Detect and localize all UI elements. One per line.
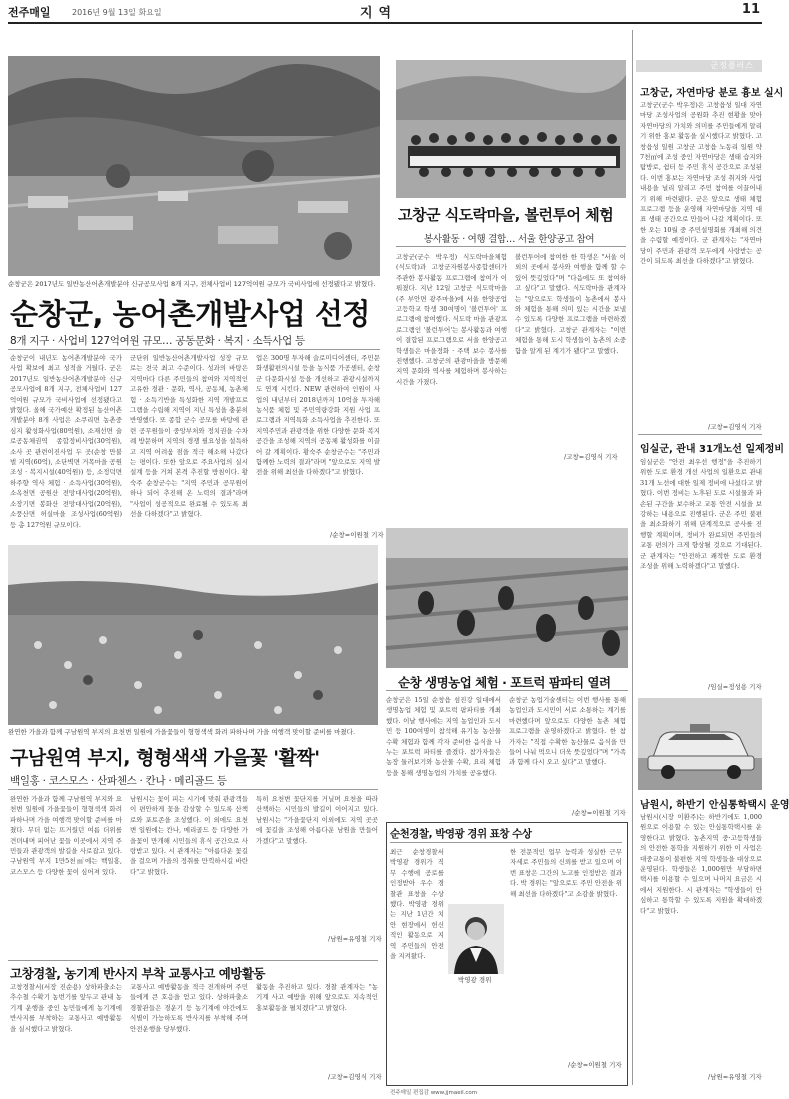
- page-number: 11: [741, 2, 760, 17]
- newspaper-logo: 전주매일: [8, 6, 51, 19]
- farm-story-col2: 순창군 농업기술센터는 이번 행사를 통해 농업인과 도시민이 서로 소통하는 계기를 마련했다며 앞으로도 다양한 농촌 체험 프로그램을 운영하겠다고 밝혔다. 한 참가자는 "직접 수확한 농산물로 음식을 만들어 나눠 먹으니 더욱 뜻깊었다"며 "가족과 함께 다시 오고 싶다"고 말했다.: [509, 696, 626, 767]
- tour-headline: 고창군 식도락마을, 볼런투어 체험: [398, 206, 614, 224]
- farm-story-col1: 순창군은 15일 순창읍 섬진강 일대에서 생명농업 체험 및 포트럭 팜파티를 개최했다. 이날 행사에는 지역 농업인과 도시민 등 100여명이 참석해 유기농 농산물 수확 체험과 함께 각자 준비한 음식을 나누는 포트럭 파티를 즐겼다. 참가자들은 농장 둘러보기와 농산물 수확, 요리 체험 등을 통해 생명농업의 가치를 공유했다.: [386, 696, 501, 777]
- volunteer-group-image: [396, 60, 626, 198]
- right-story3-body: 남원시(시장 이환주)는 하반기에도 1,000원으로 이용할 수 있는 안심통학택시를 운영한다고 밝혔다. 농촌지역 중·고등학생들의 안전한 통학을 지원하기 위한 이 사업은 대중교통이 불편한 지역 학생들을 대상으로 운영된다. 학생들은 1,000원만 부담하면 택시를 이용할 수 있으며 나머지 요금은 시에서 지원한다. 시 관계자는 "학생들이 안심하고 통학할 수 있도록 지원을 확대하겠다"고 밝혔다.: [640, 813, 762, 915]
- farm-field-photo: [386, 528, 628, 668]
- tour-story-byline: /고창=김영식 기자: [564, 453, 618, 461]
- right-story2-title: 임실군, 관내 31개노선 일제정비: [640, 444, 785, 455]
- right-story1-body: 고창군(군수 박우정)은 고창읍성 일대 자연마당 조성사업의 공원화 추진 현황을 맞아 자연마당의 가치와 의미를 주민들에게 알리기 위한 홍보 활동을 실시했다고 밝혔다. 고창읍성 일원 고창군 고창읍 노동리 일원 약 7천㎡에 조성 중인 자연마당은 생태 습지와 탐방로, 쉼터 등 주민 휴식 공간으로 조성된다. 이번 홍보는 자연마당 조성 취지와 사업 내용을 널리 알리고 주민 참여를 이끌어내기 위해 마련됐다. 군은 앞으로 생태 체험 프로그램 등을 운영해 자연마당을 지역 대표 생태 공간으로 만들어 나갈 계획이다. 또한 오는 10월 중 주민설명회를 개최해 의견을 수렴할 예정이다. 군 관계자는 "자연마당이 주민과 관광객 모두에게 사랑받는 공간이 되도록 최선을 다하겠다"고 밝혔다.: [640, 101, 762, 266]
- flower-story-col3: 특히 요천변 꽃단지를 거닐며 요천을 따라 산책하는 시민들의 발길이 이어지고 있다. 남원시는 "가을꽃단지 이외에도 지역 곳곳에 꽃길을 조성해 아름다운 남원을 만들어 가겠다"고 말했다.: [256, 795, 378, 845]
- divider: [396, 246, 626, 247]
- top-story-col3: 업은 300명 투자해 슬로미디어센터, 주민문화생활편의시설 등을 농식품 가공센터, 순창군 다문화시설 등을 개선하고 관광시설까지도 연계 시킨다. NEW 관련하여 인원이 사업의 내년부터 2018년까지 10억을 투자해 농식품 체험 및 주민역량강화 지원 사업 프로그램과 지역특화 소득사업을 추진한다. 또 지역주민과 관광객을 위한 다양한 문화 복지 공간을 조성해 지역의 공동체 활성화를 이끌어 갈 계획이다. 황숙주 순창군수는 "주민과 함께한 노력의 결과"라며 "앞으로도 지역 발전을 위해 최선을 다하겠다"고 밝혔다.: [256, 354, 380, 477]
- top-photo-caption: 순창군은 2017년도 일반농산어촌개발분야 신규공모사업 8개 지구, 전체사업비 127억여원 규모가 국비사업에 선정됐다고 밝혔다.: [8, 280, 376, 288]
- traffic-story-col2: 교통사고 예방활동을 적극 전개하며 주민들에게 큰 호응을 얻고 있다. 상하파출소 경찰관들은 경운기 등 농기계에 야간에도 식별이 가능하도록 반사지를 부착해 주며 안전운행을 당부했다.: [130, 983, 248, 1033]
- right-story2-body: 임실군은 "안전 최우선 행정"을 추진하기 위한 도로 환경 개선 사업의 일환으로 관내 31개 노선에 대한 일제 정비에 나섰다고 밝혔다. 이번 정비는 노후된 도로 시설물과 파손된 구간을 보수하고 교통 안전 시설을 보강하는 내용으로 진행된다. 군은 주민 불편을 최소화하기 위해 단계적으로 공사를 진행할 계획이며, 정비가 완료되면 주민들의 교통 편의가 크게 향상될 것으로 기대된다. 군 관계자는 "안전하고 쾌적한 도로 환경 조성을 위해 노력하겠다"고 말했다.: [640, 458, 762, 571]
- taxi-image: [638, 698, 762, 790]
- police-story-col1: 최근 순창경찰서 박영광 경위가 직무 수행에 공로를 인정받아 우수 경찰관 표창을 수상했다. 박영광 경위는 지난 1년간 치안 현장에서 헌신적인 활동으로 지역 주민들의 안전을 지켜왔다.: [390, 848, 444, 961]
- flower-story-col2: 남원시는 꽃이 피는 시기에 맞춰 관광객들이 편안하게 꽃을 감상할 수 있도록 산책로와 포토존을 조성했다. 이 외에도 요천변 일원에는 칸나, 메리골드 등 다양한 가을꽃이 만개해 시민들의 휴식 공간으로 사랑받고 있다. 시 관계자는 "아름다운 꽃길을 걸으며 가을의 정취를 만끽하시길 바란다"고 밝혔다.: [130, 795, 248, 876]
- flower-field-photo: [8, 545, 378, 725]
- section-title: 지역: [360, 6, 398, 21]
- top-story-col2: 군단위 일반농산어촌개발사업 성장 규모로는 전국 최고 수준이다. 성과의 바탕은 지역마다 다른 주민들의 참여와 지역적인 고유한 경관 · 문화, 역사, 공동체, 농촌체험 · 소득기반을 특성화한 지역 개발프로그램을 수립해 지역이 지닌 특성을 충분히 반영했다. 또 종합 군수 공모를 바탕에 관련 공무원들이 중앙부처와 정치권을 수차례 방문하며 지역의 경쟁 필요성을 설득하고 지역 어려움 점을 적극 해소해 나갔다는 평이다. 또한 앞으로 주요사업의 실시설계 등을 거쳐 본격 추진할 방침이다. 황숙주 순창군수는 "지역 주민과 공무원이 하나 되어 추진해 온 노력의 결과"라며 "사업이 성공적으로 완료될 수 있도록 최선을 다하겠다"고 밝혔다.: [130, 354, 248, 519]
- divider: [8, 789, 378, 790]
- traffic-story-byline: /고창=김영식 기자: [328, 1073, 382, 1081]
- traffic-story-col1: 고창경찰서(서장 진순용) 상하파출소는 추수철 수확기 농번기를 앞두고 관내 농기계 운행을 중인 농민들에게 농기계에 반사지를 부착하는 교통사고 예방활동을 실시했다고 밝혔다.: [10, 983, 122, 1033]
- page-footer: 전주매일 편집감 www.jjmaeil.com: [390, 1090, 478, 1096]
- tour-subhead: 봉사활동 · 여행 결합… 서울 한양공고 참여: [424, 234, 595, 245]
- top-headline: 순창군, 농어촌개발사업 선정: [10, 297, 370, 331]
- officer-portrait-photo: [448, 904, 504, 974]
- officer-caption: 박영광 경위: [458, 976, 492, 984]
- flower-field-image: [8, 545, 378, 725]
- police-story-col2: 한 전문적인 업무 능력과 성실한 근무 자세로 주민들의 신뢰를 받고 있으며 이번 표창은 그간의 노고를 인정받은 결과다. 박 경위는 "앞으로도 주민 안전을 위해 최선을 다하겠다"고 소감을 밝혔다.: [510, 848, 622, 898]
- officer-portrait-image: [448, 904, 504, 974]
- section-tag: [636, 60, 762, 72]
- divider: [8, 960, 378, 961]
- top-subhead: 8개 지구 · 사업비 127억여원 규모… 공동문화 · 복지 · 소득사업 등: [10, 335, 305, 347]
- flower-headline: 구남원역 부지, 형형색색 가을꽃 '활짝': [10, 747, 320, 769]
- aerial-village-photo: [8, 56, 380, 276]
- flower-photo-caption: 완연한 가을과 함께 구남원역 부지의 요천변 일원에 가을꽃들이 형형색색 화려 파하나며 가을 여행객 맞이할 준비를 마쳤다.: [8, 728, 356, 736]
- section-tag-label: 군정플러스: [710, 61, 754, 70]
- flower-story-col1: 완연한 가을과 함께 구남원역 부지와 요천변 일원에 가을꽃들이 형형색색 화려 파하나며 가을 여행객 맞이할 준비를 마쳤다. 무더 없는 뜨거웠던 여름 더위를 견뎌내며 피어난 꽃들 이곳에서 지역 주민들과 관광객의 발길을 사로잡고 있다. 구남원역 부지 1만5천㎡에는 백일홍, 코스모스 등 다양한 꽃이 심어져 있다.: [10, 795, 122, 876]
- divider: [386, 690, 628, 691]
- right-story3-byline: /남원=유영철 기자: [708, 1073, 762, 1081]
- flower-subhead: 백일홍 · 코스모스 · 산파첸스 · 칸나 · 메리골드 등: [10, 775, 227, 787]
- tour-story-col1: 고창군(군수 박우정) 식도락마을체험(식도락)과 고창군자원봉사종합센터가 주관한 봉사활동 프로그램에 참여가 이뤄졌다. 지난 12일 고창군 식도락마을(주 부안면 광주마을)에 서울 한양공업고등학교 학생 30여명이 '볼런투어' 프로그램에 참여했다. 식도락 마을 관광프로그램인 '볼런투어'는 봉사활동과 여행이 결합된 프로그램으로 서울 한양공고 학생들은 마을정화 · 주택 보수 봉사를 진행했다. 고창군의 관광마을을 방문해 지역 문화와 역사를 체험하며 봉사하는 시간을 가졌다.: [396, 253, 507, 386]
- divider: [638, 434, 762, 435]
- flower-story-byline: /남원=유영철 기자: [328, 935, 382, 943]
- farm-headline: 순창 생명농업 체험 · 포트럭 팜파티 열려: [398, 675, 611, 690]
- farm-field-image: [386, 528, 628, 668]
- right-story3-title: 남원시, 하반기 안심통학택시 운영: [640, 800, 789, 811]
- issue-date: 2016년 9월 13일 화요일: [72, 8, 162, 17]
- traffic-headline: 고창경찰, 농기계 반사지 부착 교통사고 예방활동: [10, 966, 266, 981]
- top-story-col1: 순창군이 내년도 농어촌개발분야 국가사업 확보에 최고 성적을 거뒀다. 군은 2017년도 일반농산어촌개발분야 신규공모사업에 8개 지구, 전체사업비 127억여원 규모가 국비사업에 선정됐다고 밝혔다. 올해 국가예산 확정된 농산어촌개발분야 8개 사업은 소쿠리면 농촌중심지 활성화사업(80억원), 소재선면 술로공동체권역 종합정비사업(30억원), 소사 곳 관련이진사업 두 곳(순창 만불벌 지역(60억), 소단벽면 거목마을 공원조성 · 복지시설(40억원)) 등, 소정덕면 하주향 역사 체험 · 소득사업(30억원), 소옥천면 공원산 전망대사업(20억원), 소장기면 봉화산 전망대사업(20억원), 소풍산면 허실마을 조성사업(60억원) 등 총 127억원 규모이다.: [10, 354, 122, 529]
- traffic-story-col3: 활동을 추진하고 있다. 경찰 관계자는 "농기계 사고 예방을 위해 앞으로도 지속적인 홍보활동을 펼치겠다"고 밝혔다.: [256, 983, 378, 1012]
- right-story1-title: 고창군, 자연마당 분로 흉보 실시: [640, 88, 784, 99]
- police-story-byline: /순창=이원철 기자: [568, 1061, 622, 1069]
- taxi-photo: [638, 698, 762, 790]
- divider: [390, 842, 622, 843]
- volunteer-group-photo: [396, 60, 626, 198]
- police-headline: 순천경찰, 박영광 경위 표창 수상: [390, 828, 532, 840]
- vertical-divider: [632, 30, 633, 1085]
- tour-story-col2: 볼런투어에 참여한 한 학생은 "서울 이외의 곳에서 봉사와 여행을 함께 할 수 있어 뜻깊었다"며 "다음에도 또 참여하고 싶다"고 말했다. 식도락마을 관계자는 "앞으로도 학생들이 농촌에서 봉사와 체험을 통해 의미 있는 시간을 보낼 수 있도록 다양한 프로그램을 마련하겠다"고 밝혔다. 고창군 관계자는 "이번 체험을 통해 도시 학생들이 농촌의 소중함을 알게 된 계기가 됐다"고 말했다.: [515, 253, 626, 355]
- divider: [8, 349, 380, 350]
- right-story2-byline: /임실=정성용 기자: [708, 683, 762, 691]
- masthead: [8, 2, 762, 24]
- top-story-byline: /순창=이원철 기자: [330, 531, 384, 539]
- farm-story-byline: /순창=이원철 기자: [572, 809, 626, 817]
- aerial-village-image: [8, 56, 380, 276]
- right-story1-byline: /고창=김영식 기자: [708, 423, 762, 431]
